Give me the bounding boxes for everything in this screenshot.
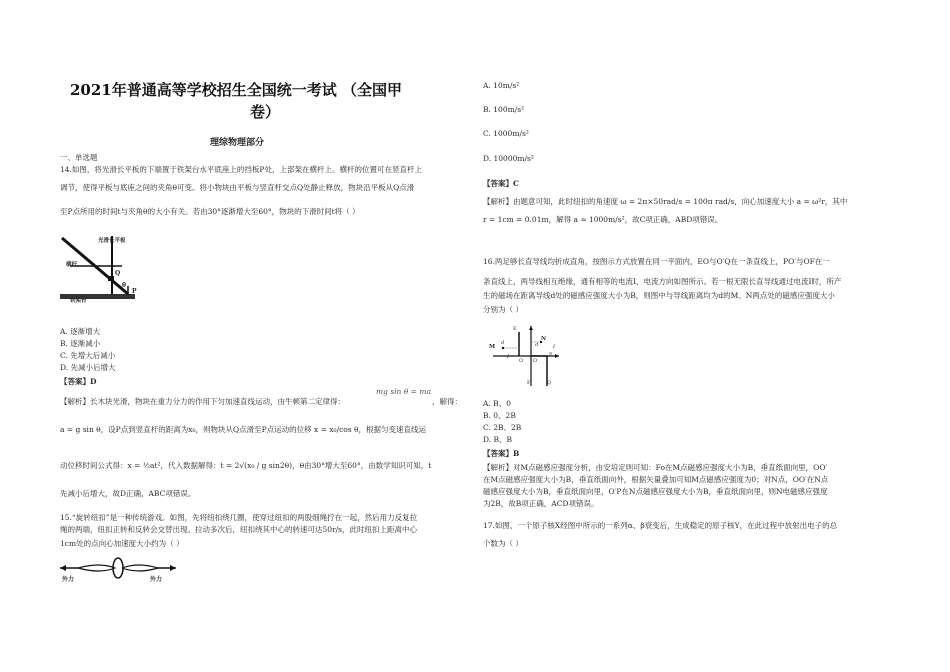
fig-label-p: P	[132, 288, 137, 295]
q16-option-a: A. B、0	[483, 399, 511, 408]
fig16-label-o-prime: O′	[533, 358, 539, 364]
q15-option-b: B. 100m/s²	[483, 105, 525, 114]
q15-line1: 15.“旋转纽扣”是一种传统游戏。如图，先将纽扣绕几圈，使穿过纽扣的两股细绳拧在一起，然后用力反复拉	[60, 513, 418, 522]
fig-label-force-right: 外力	[150, 576, 163, 583]
q14-line3: 至P点所用的时间t与夹角θ的大小有关。若由30°逐渐增大至60°，物块的下滑时间t将（ ）	[60, 207, 360, 216]
fig16-label-p: P	[549, 352, 553, 358]
left-arrowhead	[60, 565, 66, 571]
q16-line1: 16.两足够长直导线均折成直角，按图示方式放置在同一平面内，EO与O′Q在一条直线上，PO′与OF在一	[483, 257, 830, 266]
small-block	[108, 276, 114, 281]
q16-analysis-1: 【解析】对M点磁感应强度分析，由安培定则可知：Fo在M点磁感应强度大小为B，垂直纸面向里，OO′	[483, 463, 828, 472]
q15-option-a: A. 10m/s²	[483, 81, 520, 90]
fig16-label-d1: d	[501, 340, 505, 346]
left-string	[78, 565, 115, 571]
q14-line2: 调节，使得平板与底座之间的夹角θ可变。将小物块由平板与竖直杆交点Q处静止释放，物块沿平板从Q点滑	[60, 183, 415, 192]
q15-analysis-1: 【解析】由题意可知，此时纽扣的角速度 ω = 2π×50rad/s = 100π rad/s，向心加速度大小 a = ω²r，其中	[483, 197, 848, 206]
q16-line2: 条直线上，两导线相互绝缘，通有相等的电流I，电流方向如图所示。若一根无限长直导线通过电流I时，所产	[483, 277, 842, 286]
fig-label-board: 光滑长平板	[98, 238, 126, 244]
q15-line3: 1cm处的点向心加速度大小约为（ ）	[60, 539, 184, 548]
fig16-label-d2: d	[535, 342, 539, 348]
section-subtitle: 理综物理部分	[210, 138, 265, 148]
q14-option-a: A. 逐渐增大	[60, 327, 101, 336]
q16-option-c: C. 2B、2B	[483, 423, 522, 432]
q14-analysis-1: 【解析】长木块光滑，物块在重力分力的作用下匀加速直线运动，由牛顿第二定律得：	[60, 397, 345, 406]
page-title-line1: 2021年普通高等学校招生全国统一考试 （全国甲	[70, 81, 402, 99]
q14-analysis-2: a = g sin θ，设P点到竖直杆的距离为x₀，则物块从Q点滑至P点运动的位移 x = x₀/cos θ，根据匀变速直线运	[60, 425, 427, 434]
fig16-label-e: E	[513, 326, 517, 332]
q14-option-b: B. 逐渐减小	[60, 339, 101, 348]
fig-label-bar: 横杆	[66, 262, 78, 268]
fig-label-theta: θ	[122, 282, 127, 289]
q17-line2: 个数为（ ）	[483, 539, 523, 548]
right-arrowhead	[170, 565, 176, 571]
q15-analysis-2: r = 1cm = 0.01m，解得 a ≈ 1000m/s²，故C项正确，ABD项错误。	[483, 215, 723, 224]
q14-answer: 【答案】D	[60, 377, 97, 386]
fig16-label-n: N	[541, 336, 547, 342]
arrow-right	[555, 354, 559, 358]
q15-option-c: C. 1000m/s²	[483, 129, 529, 138]
q16-analysis-4: 为2B，故B项正确，ACD项错误。	[483, 499, 599, 508]
q16-line4: 分别为（ ）	[483, 305, 523, 314]
q14-analysis-4: 先减小后增大，故D正确，ABC项错误。	[60, 489, 196, 498]
q16-line3: 生的磁场在距离导线d处的磁感应强度大小为B，则图中与导线距离均为d的M、N两点处的磁感应强度大小	[483, 291, 835, 300]
q14-option-c: C. 先增大后减小	[60, 351, 116, 360]
q15-option-d: D. 10000m/s²	[483, 154, 534, 163]
q16-option-d: D. B、B	[483, 435, 513, 444]
fig-label-base: 铁架台	[70, 298, 87, 304]
fig-label-q: Q	[115, 270, 121, 277]
right-string	[122, 565, 158, 571]
fig16-label-q: Q	[547, 380, 552, 386]
q16-option-b: B. 0、2B	[483, 411, 516, 420]
q14-line1: 14.如图，将光滑长平板的下端置于铁架台水平底座上的挡板P处，上部架在横杆上。横杆的位置可在竖直杆上	[60, 165, 422, 174]
fig16-label-i2: I	[553, 344, 555, 350]
q14-analysis-1-end: ，解得：	[432, 397, 462, 406]
arrow-up	[529, 326, 533, 330]
q16-analysis-2: 在M点磁感应强度大小为B，垂直纸面向外，根据矢量叠加可知M点磁感应强度为0；对N点，OO′在N点	[483, 475, 829, 484]
q15-line2: 绳的两端，纽扣正转和反转会交替出现。拉动多次后，纽扣绕其中心的转速可达50r/s，此时纽扣上距离中心	[60, 525, 418, 534]
q15-answer: 【答案】C	[483, 179, 519, 188]
q17-line1: 17.如图，一个原子核X经图中所示的一系列α、β衰变后，生成稳定的原子核Y，在此过程中放射出电子的总	[483, 521, 838, 530]
q14-formula-1: mg sin θ = ma	[376, 387, 431, 396]
q14-analysis-3: 动位移时间公式得：x = ½at²，代入数据解得：t = 2√(x₀ / g sin2θ)，θ由30°增大至60°，由数学知识可知，t	[60, 461, 432, 470]
page-title-line2: 卷）	[250, 103, 281, 121]
section-heading: 一、单选题	[60, 153, 98, 162]
fig16-label-i1: I	[507, 354, 509, 360]
fig-label-force-left: 外力	[62, 576, 75, 583]
q14-option-d: D. 先减小后增大	[60, 363, 116, 372]
q16-analysis-3: 磁感应强度大小为B，垂直纸面向里，O′P在N点磁感应强度大小为B，垂直纸面向里，则N电磁感应强度	[483, 487, 828, 496]
fig16-label-f: F	[527, 380, 531, 386]
fig16-label-o: O	[519, 358, 524, 364]
fig16-label-m: M	[489, 344, 496, 350]
q16-answer: 【答案】B	[483, 449, 520, 458]
